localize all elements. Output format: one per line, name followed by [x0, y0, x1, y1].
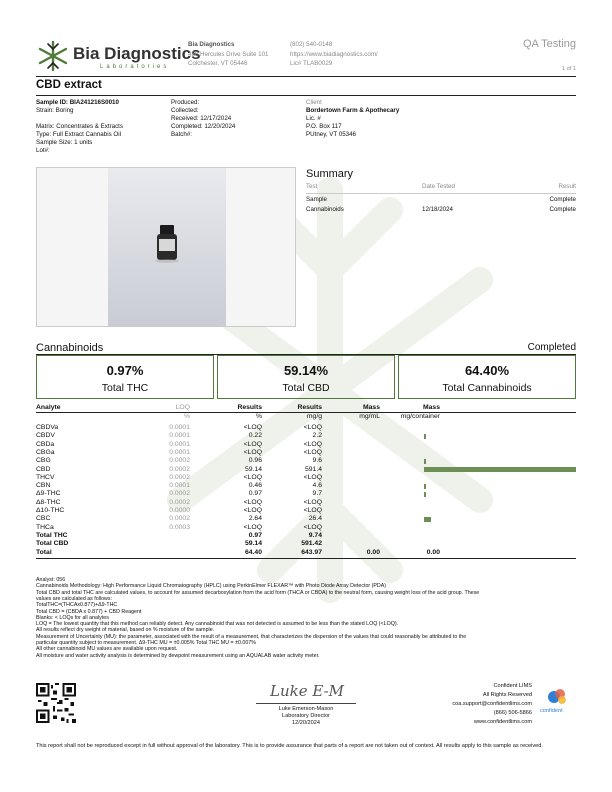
signer-title: Laboratory Director	[282, 713, 330, 719]
result-bar	[424, 484, 426, 489]
summary-result: Complete	[549, 196, 576, 203]
product-type: Type: Full Extract Cannabis Oil	[36, 131, 121, 138]
analyte-loq: 0.0002	[169, 515, 190, 523]
analyte-name: Δ10-THC	[36, 507, 65, 514]
total-thc-value: 0.97%	[106, 363, 144, 378]
total-cbd-value: 59.14%	[283, 363, 329, 378]
logo-name: Bia Diagnostics	[73, 44, 201, 63]
analyte-mg: <LOQ	[303, 523, 322, 531]
analyte-pct: 59.14	[244, 540, 262, 548]
summary-result: Complete	[549, 206, 576, 213]
note-line: TotalTHC=(THCAx0.877)+Δ9-THC	[36, 602, 118, 609]
note-line: values are calculated as follows:	[36, 595, 112, 602]
lot-number: Lot#:	[36, 147, 50, 154]
summary-header	[306, 183, 576, 193]
note-line: Total CBD and total THC are calculated values, to account for assumed decarboxylation from the acid form (THCA or CBDA) to the neutral form, causing weight loss of the acid group. These	[36, 589, 480, 596]
confident-logo-icon	[546, 688, 570, 706]
analyte-mg: 2.2	[312, 432, 322, 440]
analyte-loq: 0.0002	[169, 457, 190, 465]
cannabinoids-status: Completed	[527, 342, 576, 353]
client-license: Lic. #	[306, 115, 321, 122]
collected-date: Collected:	[171, 107, 199, 114]
col-mass-ml: Mass	[362, 404, 380, 411]
analyte-mg: 26.4	[308, 515, 322, 523]
analyte-loq: 0.0002	[169, 465, 190, 473]
analyte-loq: 0.0001	[169, 432, 190, 440]
analyte-loq: 0.0001	[169, 448, 190, 456]
analyte-loq: 0.0001	[169, 482, 190, 490]
note-line: LOQ = The lowest quantity that this method can reliably detect. Any cannabinoid that was not detected is assumed to be less than the stated LOQ (<LOQ).	[36, 621, 399, 628]
table-row	[36, 466, 576, 474]
table-row	[36, 549, 576, 557]
col-results-pct: Results	[237, 404, 262, 411]
signature-image: Luke E-M	[269, 682, 344, 700]
analyte-pct: 0.46	[248, 482, 262, 490]
analyte-mg: <LOQ	[303, 507, 322, 514]
client-po: P.O. Box 117	[306, 123, 342, 130]
analyte-mg: 643.97	[301, 548, 322, 556]
summary-title: Summary	[306, 168, 354, 180]
signature-date: 12/20/2024	[292, 720, 320, 726]
analyte-pct: 64.40	[244, 548, 262, 556]
col-results-mg: Results	[297, 404, 322, 411]
note-line: Analyst: 056	[36, 577, 66, 583]
col-analyte: Analyte	[36, 404, 61, 411]
analyte-pct: 0.97	[248, 531, 262, 539]
lims-name: Confident LIMS	[493, 683, 532, 689]
table-row	[36, 432, 576, 440]
analyte-mg: <LOQ	[303, 424, 322, 431]
confident-brand: confident	[540, 708, 563, 714]
table-row	[36, 515, 576, 523]
analyte-mg: 591.42	[301, 540, 322, 548]
analyte-name: Total	[36, 548, 52, 556]
analyte-loq: 0.0002	[169, 490, 190, 498]
col-mass-container: Mass	[422, 404, 440, 411]
analyte-mg: 4.6	[312, 482, 322, 490]
total-cannabinoids-value: 64.40%	[464, 363, 510, 378]
analyte-name: THCa	[36, 523, 54, 531]
table-row	[36, 540, 576, 548]
table-row	[36, 474, 576, 482]
product-title: CBD extract	[36, 79, 102, 91]
analyte-ml: 0.00	[366, 548, 380, 556]
result-bar	[424, 434, 426, 439]
analyte-mg: <LOQ	[303, 448, 322, 456]
qa-testing-label: QA Testing	[523, 38, 576, 50]
unit-ml: mg/mL	[359, 413, 380, 420]
table-row	[36, 482, 576, 490]
cannabinoids-title: Cannabinoids	[36, 342, 104, 354]
analyte-pct: <LOQ	[243, 523, 262, 531]
analyte-name: Total THC	[36, 531, 68, 539]
sample-size: Sample Size: 1 units	[36, 139, 93, 146]
unit-pct: %	[255, 413, 262, 420]
note-line: All results reflect dry weight of material, based on % moisture of the sample.	[36, 627, 215, 634]
table-row	[36, 532, 576, 540]
lims-email[interactable]: coa.support@confidentlims.com	[452, 701, 532, 707]
client-name: Bordertown Farm & Apothecary	[306, 107, 400, 114]
analyte-name: Δ9-THC	[36, 490, 61, 498]
lab-website[interactable]: https://www.biadiagnostics.com/	[290, 51, 378, 58]
table-row	[36, 449, 576, 457]
sample-photo-frame	[36, 167, 296, 327]
table-row	[36, 441, 576, 449]
lab-company: Bia Diagnostics	[188, 41, 235, 48]
analyte-name: CBGa	[36, 448, 55, 456]
page-number: 1 of 1	[562, 66, 576, 72]
analyte-pct: 2.64	[248, 515, 262, 523]
analyte-loq: 0.0002	[169, 473, 190, 481]
analyte-mg: <LOQ	[303, 440, 322, 448]
table-row	[36, 507, 576, 515]
analyte-pct: 59.14	[244, 465, 262, 473]
summary-header-date: Date Tested	[422, 183, 455, 190]
note-line: particular quantity subject to measurement. Δ9-THC MU = ±0.005% Total THC MU = ±0.007%	[36, 640, 256, 646]
analyte-mg: <LOQ	[303, 498, 322, 506]
summary-test: Sample	[306, 196, 327, 203]
table-row	[36, 490, 576, 498]
note-line: Cannabinoids Methodology: High Performance Liquid Chromatography (HPLC) using PerkinElmer FLEXAR™ with Photo Diode Array Detector (PDA)	[36, 583, 387, 590]
analyte-pct: <LOQ	[243, 473, 262, 481]
note-line: All moisture and water activity analysis is determined by dewpoint measurement using an AQUALAB water activity meter.	[36, 652, 320, 659]
client-label: Client	[306, 99, 322, 106]
analyte-name: CBDV	[36, 432, 55, 440]
result-bar	[424, 517, 431, 522]
analyte-pct: 0.97	[248, 490, 262, 498]
table-header	[36, 404, 576, 412]
unit-loq: %	[183, 413, 190, 420]
total-cbd-box	[217, 355, 395, 399]
analyte-mg: 9.6	[312, 457, 322, 465]
note-line: Blanks: < LOQs for all analytes	[36, 614, 109, 621]
bottle-image	[153, 223, 181, 263]
table-row	[36, 424, 576, 432]
summary-header-test: Test	[306, 183, 318, 190]
summary-row	[306, 206, 576, 216]
produced-date: Produced:	[171, 99, 200, 106]
col-loq: LOQ	[175, 404, 190, 411]
signer-name: Luke Emerson-Mason	[278, 706, 334, 712]
bia-logo-icon	[36, 40, 70, 72]
result-bar	[424, 492, 426, 497]
analyte-name: Δ8-THC	[36, 498, 61, 506]
matrix: Matrix: Concentrates & Extracts	[36, 123, 123, 130]
analyte-name: CBDVa	[36, 424, 59, 431]
analyte-pct: <LOQ	[243, 448, 262, 456]
note-line: Measurement of Uncertainty (MU): the parameter, associated with the result of a measurement, that characterizes the dispersion of the values that could reasonably be attributed to the	[36, 633, 467, 640]
analyte-name: THCV	[36, 473, 55, 481]
total-cbd-label: Total CBD	[282, 382, 330, 394]
analyte-pct: <LOQ	[243, 440, 262, 448]
analyte-pct: 0.22	[248, 432, 262, 440]
result-bar	[424, 459, 426, 464]
lims-phone: (866) 506-5866	[493, 710, 532, 716]
total-thc-label: Total THC	[101, 382, 149, 394]
analyte-mg: 9.7	[312, 490, 322, 498]
lims-website[interactable]: www.confidentlims.com	[473, 719, 532, 725]
analyte-loq: 0.0002	[169, 498, 190, 506]
strain: Strain: Boring	[36, 107, 74, 114]
analyte-mg: <LOQ	[303, 473, 322, 481]
analyte-pct: <LOQ	[243, 507, 262, 514]
unit-container: mg/container	[400, 413, 440, 420]
analyte-mg: 9.74	[308, 531, 322, 539]
note-line: Total CBD = (CBDA x 0.877) + CBD Reagent	[36, 608, 142, 615]
lab-address1: 480 Hercules Drive Suite 101	[188, 51, 269, 58]
total-cannabinoids-label: Total Cannabinoids	[442, 382, 532, 394]
lab-license: Lic# TLAB0029	[290, 60, 333, 67]
analyte-name: CBN	[36, 482, 51, 490]
note-line: All other cannabinoid MU values are available upon request.	[36, 646, 178, 653]
summary-row	[306, 196, 576, 206]
client-city: PUtney, VT 05346	[306, 131, 356, 138]
logo-sub: Laboratories	[100, 64, 170, 70]
summary-date: 12/18/2024	[422, 206, 453, 213]
analyte-name: CBDa	[36, 440, 55, 448]
analyte-loq: 0.0000	[169, 507, 190, 514]
summary-header-result: Result	[558, 183, 576, 190]
table-units	[36, 413, 576, 421]
lims-rights: All Rights Reserved	[482, 692, 532, 698]
analyte-loq: 0.0003	[169, 523, 190, 531]
lab-address2: Colchester, VT 05446	[188, 60, 248, 67]
received-date: Received: 12/17/2024	[171, 115, 232, 122]
lab-phone: (802) 540-0148	[290, 41, 333, 48]
summary-test: Cannabinoids	[306, 206, 344, 213]
analyte-loq: 0.0001	[169, 424, 190, 431]
result-bar	[424, 467, 576, 472]
analyte-loq: 0.0001	[169, 440, 190, 448]
qr-code-icon[interactable]	[36, 683, 76, 723]
table-row	[36, 499, 576, 507]
analyte-mg: 591.4	[304, 465, 322, 473]
analyte-name: CBG	[36, 457, 51, 465]
analyte-pct: <LOQ	[243, 424, 262, 431]
sample-photo	[108, 168, 226, 326]
table-row	[36, 457, 576, 465]
completed-date: Completed: 12/20/2024	[171, 123, 236, 130]
analyte-pct: <LOQ	[243, 498, 262, 506]
footer-disclaimer: This report shall not be reproduced except in full without approval of the laboratory. This is to provide assurance that parts of a report are not taken out of context. All results apply to this sample as received.	[36, 743, 543, 749]
analyte-container: 0.00	[426, 548, 440, 556]
table-row	[36, 524, 576, 532]
total-cannabinoids-box	[398, 355, 576, 399]
analyte-name: CBC	[36, 515, 51, 523]
analyte-name: Total CBD	[36, 540, 69, 548]
total-thc-box	[36, 355, 214, 399]
batch-number: Batch#:	[171, 131, 192, 138]
analyte-pct: 0.96	[248, 457, 262, 465]
unit-mg: mg/g	[306, 413, 322, 420]
analyte-name: CBD	[36, 465, 51, 473]
sample-id: Sample ID: BIA241216S0010	[36, 99, 119, 106]
